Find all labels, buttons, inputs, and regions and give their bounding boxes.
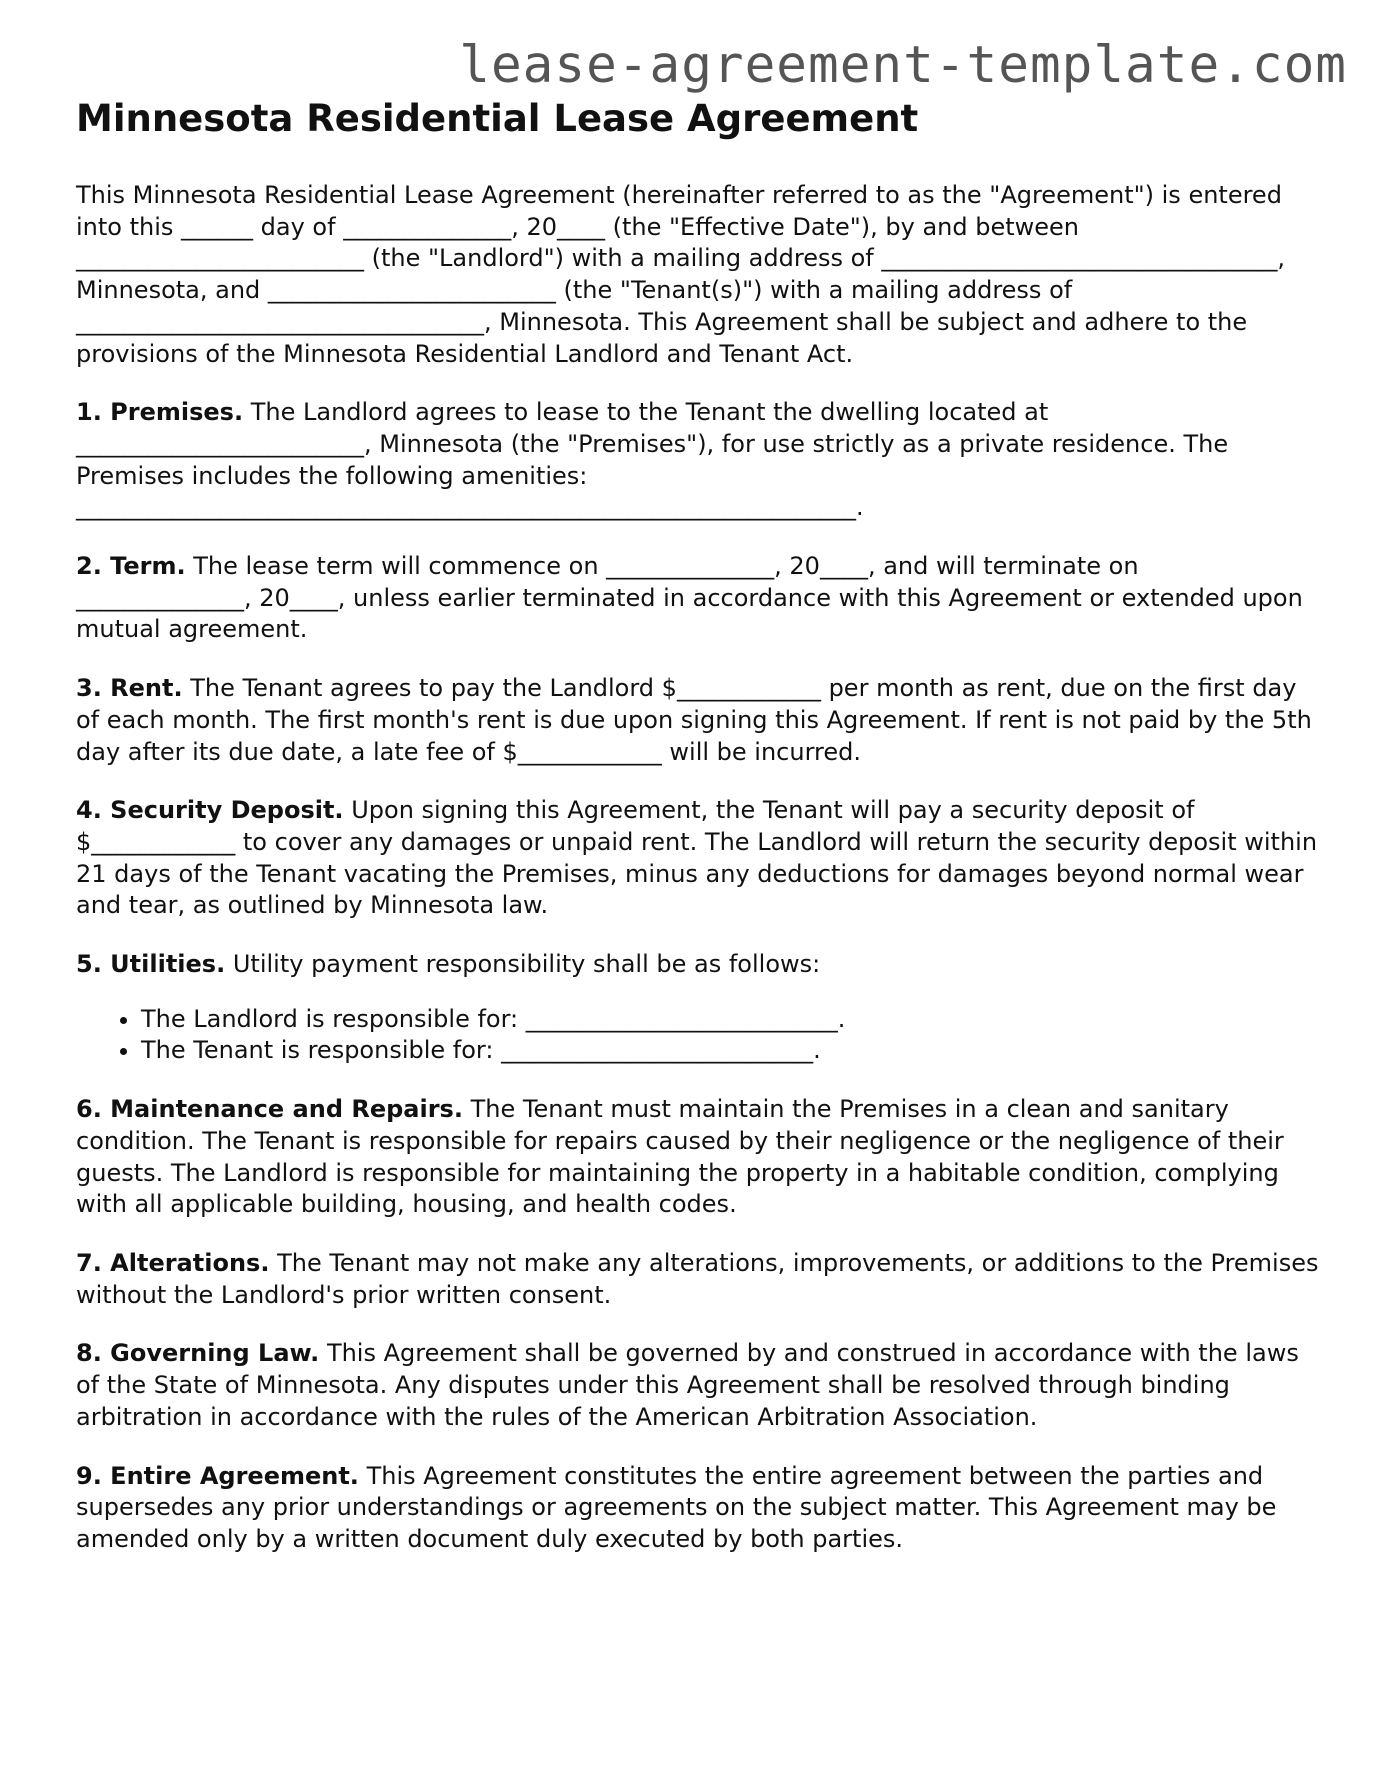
section-rent: [76, 673, 1321, 768]
section-heading: 9. Entire Agreement.: [76, 1461, 359, 1490]
section-governing-law: [76, 1338, 1321, 1433]
section-text: Utility payment responsibility shall be as follows:: [232, 950, 821, 979]
section-text: The Tenant must maintain the Premises in a clean and sanitary condition. The Tenant is responsible for repairs caused by their negligence or the negligence of their guests. The Landlord is responsible for maintaining the property in a habitable condition, complying with all applicable building, housing, and health codes.: [76, 1095, 1284, 1219]
list-item: • The Landlord is responsible for: __________________________.: [141, 1004, 1321, 1036]
intro-paragraph: This Minnesota Residential Lease Agreement (hereinafter referred to as the "Agreement") is entered into this ______ day of ______________, 20____ (the "Effective Date"), by and between ________________________ (the "Landlord") with a mailing address of _________________________________, Minnesota, and ________________________ (the "Tenant(s)") with a mailing address of __________________________________, Minnesota. This Agreement shall be subject and adhere to the provisions of the Minnesota Residential Landlord and Tenant Act.: [76, 181, 1285, 368]
section-text: Upon signing this Agreement, the Tenant will pay a security deposit of $____________ to cover any damages or unpaid rent. The Landlord will return the security deposit within 21 days of the Tenant vacating the Premises, minus any deductions for damages beyond normal wear and tear, as outlined by Minnesota law.: [76, 796, 1318, 920]
section-entire-agreement: [76, 1461, 1321, 1556]
section-text: The Tenant agrees to pay the Landlord $____________ per month as rent, due on the first day of each month. The first month's rent is due upon signing this Agreement. If rent is not paid by the 5th day after its due date, a late fee of $____________ will be incurred.: [76, 674, 1312, 766]
section-maintenance-repairs: [76, 1094, 1321, 1221]
section-heading: 2. Term.: [76, 552, 186, 581]
section-alterations: [76, 1248, 1321, 1311]
watermark-text: lease-agreement-template.com: [459, 36, 1347, 95]
utilities-list: [76, 1004, 1321, 1067]
section-text: This Agreement shall be governed by and construed in accordance with the laws of the State of Minnesota. Any disputes under this Agreement shall be resolved through binding arbitration in accordance with the rules of the American Arbitration Association.: [76, 1339, 1299, 1431]
document-title: Minnesota Residential Lease Agreement: [76, 97, 919, 140]
section-text: The Landlord agrees to lease to the Tenant the dwelling located at ________________________, Minnesota (the "Premises"), for use strictly as a private residence. The Premises includes the following amenities: _________________________________________________________________.: [76, 398, 1229, 522]
document-page: [76, 96, 1321, 1583]
section-premises: [76, 397, 1321, 524]
section-heading: 5. Utilities.: [76, 950, 226, 979]
section-utilities: [76, 949, 1321, 981]
section-heading: 7. Alterations.: [76, 1248, 270, 1277]
section-heading: 1. Premises.: [76, 398, 244, 427]
section-security-deposit: [76, 795, 1321, 922]
section-text: This Agreement constitutes the entire agreement between the parties and supersedes any prior understandings or agreements on the subject matter. This Agreement may be amended only by a written document duly executed by both parties.: [76, 1461, 1277, 1553]
section-text: The lease term will commence on ______________, 20____, and will terminate on ______________, 20____, unless earlier terminated in accordance with this Agreement or extended upon mutual agreement.: [76, 552, 1303, 644]
section-term: [76, 551, 1321, 646]
list-item: • The Tenant is responsible for: __________________________.: [141, 1035, 1321, 1067]
section-heading: 8. Governing Law.: [76, 1339, 320, 1368]
section-heading: 6. Maintenance and Repairs.: [76, 1095, 463, 1124]
section-heading: 3. Rent.: [76, 674, 183, 703]
section-heading: 4. Security Deposit.: [76, 796, 344, 825]
section-text: The Tenant may not make any alterations, improvements, or additions to the Premises without the Landlord's prior written consent.: [76, 1248, 1319, 1309]
